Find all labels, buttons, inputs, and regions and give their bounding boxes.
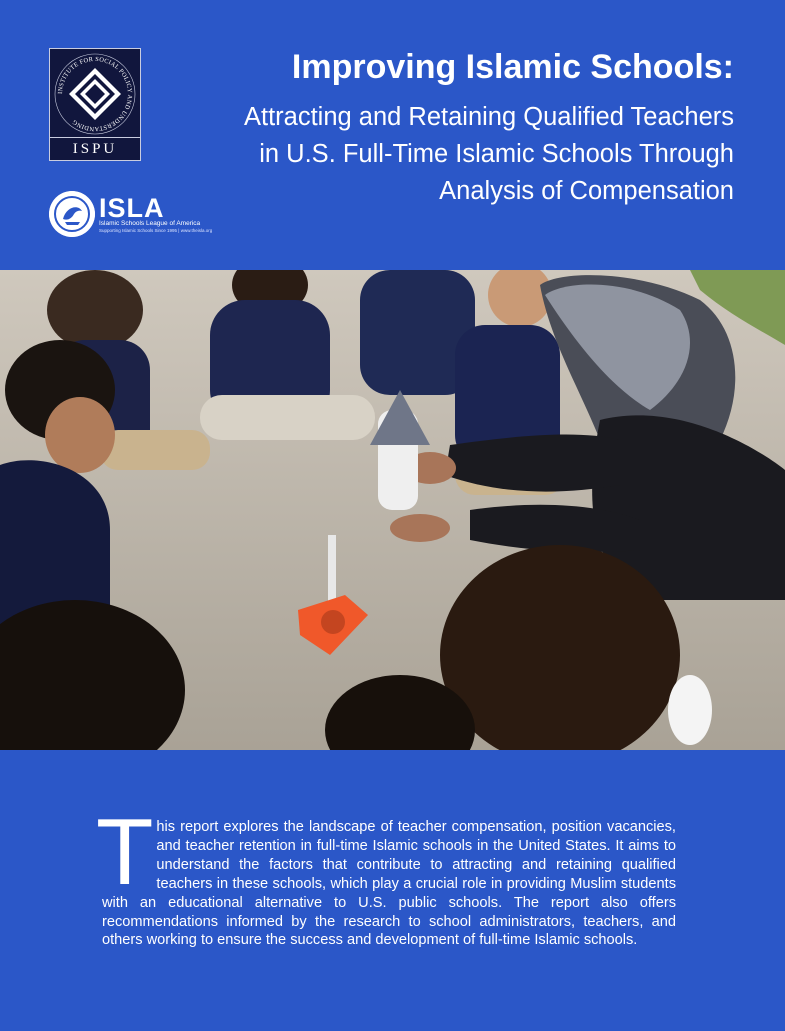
ispu-emblem-icon [50,49,140,139]
isla-full-name: Islamic Schools League of America [99,220,201,227]
isla-emblem-icon [49,191,95,237]
report-subtitle [244,99,734,210]
cover-photo [0,270,785,750]
subtitle-line: in U.S. Full-Time Islamic Schools Through [259,140,734,168]
ispu-wordmark: ISPU [50,137,140,160]
report-title: Improving Islamic Schools: [291,48,734,86]
subtitle-line: Analysis of Compensation [439,177,734,205]
classroom-photo-illustration [0,270,785,750]
abstract-paragraph [96,799,676,950]
abstract-text: his report explores the landscape of teacher compensation, position vacancies, and teacher retention in full-time Islamic schools in the United States. It aims to understand the factors that contribute to attracting and retaining qualified teachers in these schools, which play a crucial role in providing Muslim students with an educational alternative to U.S. public schools. The report also offers recommendations informed by the research to school administrators, teachers, and others working to ensure the success and development of full-time Islamic schools. [102,819,676,949]
isla-wordmark: ISLA [99,193,165,223]
drop-cap: T [96,799,154,904]
cover-header [0,0,785,270]
ispu-logo [49,48,141,161]
isla-tagline: Supporting Islamic Schools Since 1995 | www.theisla.org [99,228,213,233]
isla-logo [49,191,213,237]
subtitle-line: Attracting and Retaining Qualified Teachers [244,103,734,131]
ispu-ring-text: INSTITUTE FOR SOCIAL POLICY AND UNDERSTANDING [56,55,134,133]
